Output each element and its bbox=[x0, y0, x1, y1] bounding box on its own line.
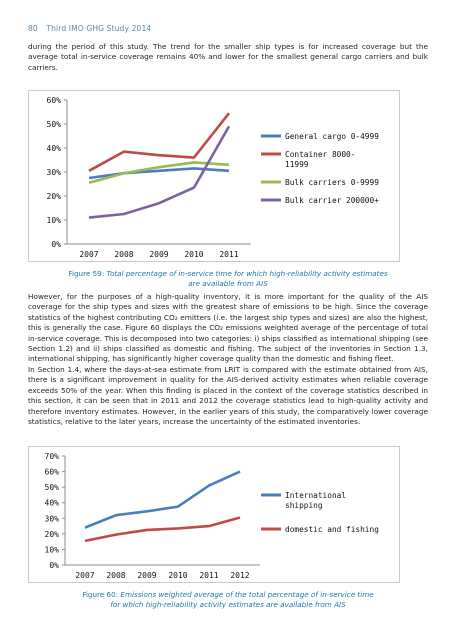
body-paragraph-3: In Section 1.4, where the days-at-sea estimate from LRIT is compared with the estimate obtained from AIS, there is a significant improvement in quality for the AIS-derived activity estimates when reliable coverage exceeds 50% of the year. When this finding is placed in the context of the coverage statistics described in this section, it can be seen that in 2011 and 2012 the coverage statistics lead to high-quality activity and therefore inventory estimates. However, in the earlier years of this study, the comparatively lower coverage statistics, relative to the later years, increase the uncertainty of the estimated inventories. bbox=[28, 365, 428, 427]
figure-59-label: Figure 59: bbox=[68, 269, 105, 278]
y-tick-label: 10% bbox=[44, 545, 59, 555]
figure-59-svg bbox=[29, 91, 399, 261]
y-tick-label: 0% bbox=[49, 561, 59, 570]
x-tick-label: 2007 bbox=[75, 571, 95, 580]
legend-label: General cargo 0-4999 bbox=[285, 132, 379, 141]
running-title: Third IMO GHG Study 2014 bbox=[46, 24, 152, 33]
figure-60-caption-line1: Emissions weighted average of the total percentage of in-service time bbox=[120, 590, 374, 599]
x-tick-label: 2008 bbox=[106, 571, 126, 580]
page-header bbox=[28, 24, 151, 33]
y-tick-label: 20% bbox=[44, 529, 59, 539]
legend-label: Bulk carrier 200000+ bbox=[285, 196, 379, 205]
figure-60-svg bbox=[29, 447, 399, 582]
y-tick-label: 60% bbox=[44, 467, 59, 477]
intro-paragraph: during the period of this study. The trend for the smaller ship types is for increased coverage but the average total in-service coverage remains 40% and lower for the smallest general cargo carriers and bulk carriers. bbox=[28, 42, 428, 72]
x-tick-label: 2010 bbox=[168, 571, 188, 580]
legend-label: 11999 bbox=[285, 160, 309, 169]
figure-59-chart bbox=[28, 90, 400, 262]
x-tick-label: 2011 bbox=[219, 250, 239, 259]
y-tick-label: 40% bbox=[44, 498, 59, 508]
series-line-1 bbox=[85, 472, 240, 528]
legend-label: Container 8000- bbox=[285, 150, 356, 159]
legend-label: shipping bbox=[285, 501, 323, 510]
chart-2-axes bbox=[45, 452, 260, 580]
legend-label: Bulk carriers 0-9999 bbox=[285, 178, 379, 187]
y-tick-label: 60% bbox=[46, 96, 61, 105]
x-tick-label: 2012 bbox=[230, 571, 250, 580]
figure-59-caption-line2: are available from AIS bbox=[188, 278, 268, 288]
y-tick-label: 50% bbox=[46, 120, 61, 129]
figure-60-chart bbox=[28, 446, 400, 583]
figure-60-caption-line2: for which high-reliability activity estimates are available from AIS bbox=[110, 599, 346, 609]
chart-1-axes bbox=[47, 96, 251, 259]
series-line-2 bbox=[85, 518, 240, 541]
x-tick-label: 2008 bbox=[114, 250, 134, 259]
y-tick-label: 40% bbox=[46, 144, 61, 153]
legend-label: International bbox=[285, 491, 347, 500]
figure-59-caption bbox=[28, 269, 428, 288]
body-paragraph-2: However, for the purposes of a high-quality inventory, it is more important for the quality of the AIS coverage for the ship types and sizes with the greatest share of emissions to be high. Since the coverage statistics of the highest contributing CO₂ emitters (i.e. the largest ship types and sizes) are also the highest, this is generally the case. Figure 60 displays the CO₂ emissions weighted average of the percentage of total in-service coverage. This is decomposed into two categories: i) ships classified as international shipping (see Section 1.2) and ii) ships classified as domestic and fishing. The subject of the inventories in Section 1.3, international shipping, has significantly higher coverage quality than the domestic and fishing fleet. bbox=[28, 292, 428, 364]
y-tick-label: 30% bbox=[46, 168, 61, 177]
chart-2-legend bbox=[261, 491, 379, 534]
y-tick-label: 30% bbox=[44, 514, 59, 524]
y-tick-label: 50% bbox=[44, 483, 59, 493]
figure-60-label: Figure 60: bbox=[82, 590, 119, 599]
x-tick-label: 2011 bbox=[199, 571, 219, 580]
page-number: 80 bbox=[28, 24, 38, 33]
figure-59-caption-line1: Total percentage of in-service time for which high-reliability activity estimates bbox=[106, 269, 388, 278]
chart-1-legend bbox=[261, 132, 379, 205]
y-tick-label: 70% bbox=[44, 452, 59, 461]
x-tick-label: 2009 bbox=[137, 571, 157, 580]
figure-60-caption bbox=[28, 590, 428, 609]
x-tick-label: 2009 bbox=[149, 250, 169, 259]
x-tick-label: 2010 bbox=[184, 250, 204, 259]
legend-label: domestic and fishing bbox=[285, 525, 379, 534]
y-tick-label: 20% bbox=[46, 192, 61, 201]
y-tick-label: 0% bbox=[51, 240, 61, 249]
y-tick-label: 10% bbox=[46, 216, 61, 225]
x-tick-label: 2007 bbox=[79, 250, 99, 259]
